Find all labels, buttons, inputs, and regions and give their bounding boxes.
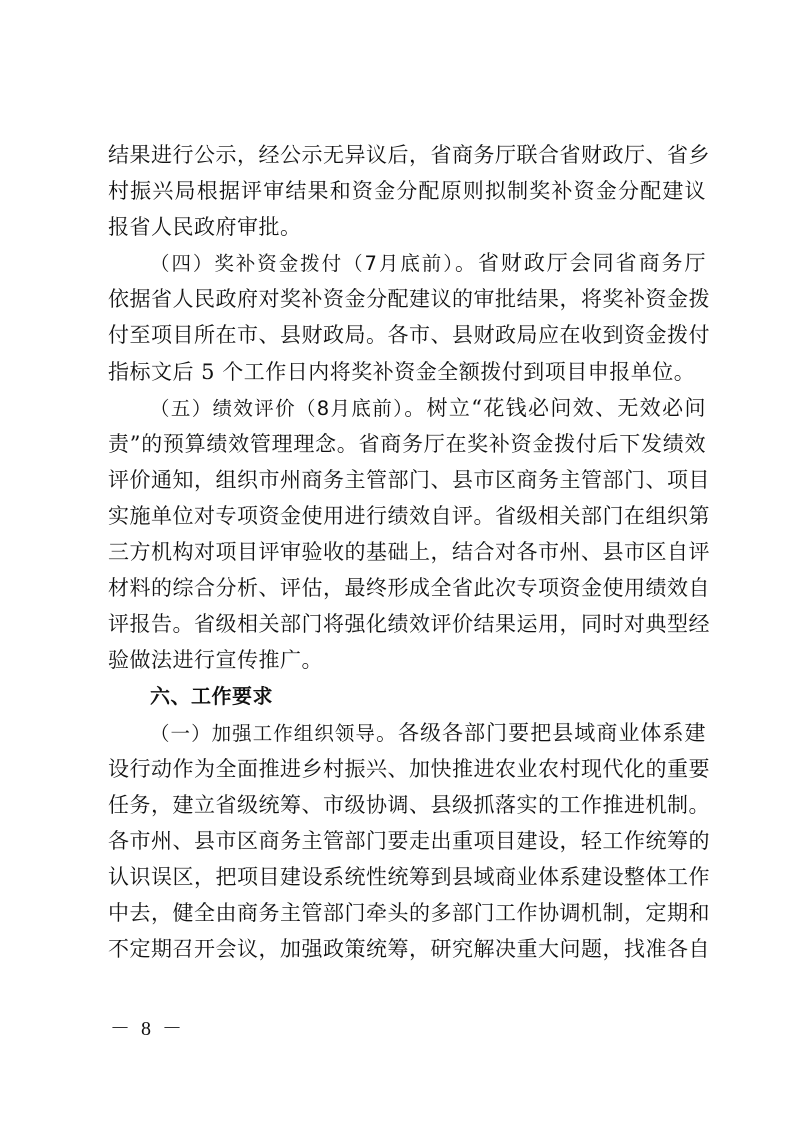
text-line: 任务，建立省级统筹、市级协调、县级抓落实的工作推进机制。 bbox=[108, 792, 710, 817]
text-line: 指标文后 5 个工作日内将奖补资金全额拨付到项目申报单位。 bbox=[108, 359, 696, 384]
text-line: 村振兴局根据评审结果和资金分配原则拟制奖补资金分配建议 bbox=[108, 179, 706, 204]
text-line: 付至项目所在市、县财政局。各市、县财政局应在收到资金拨付 bbox=[108, 323, 710, 348]
section-heading-6 bbox=[108, 678, 706, 714]
text-line: 结果进行公示，经公示无异议后，省商务厅联合省财政厅、省乡 bbox=[108, 143, 710, 167]
page-number: － 8 － bbox=[110, 1018, 185, 1040]
section-heading-4: （四）奖补资金拨付（7月底前） bbox=[150, 252, 455, 276]
document-body bbox=[108, 137, 710, 967]
text-line: 实施单位对专项资金使用进行绩效自评。省级相关部门在组织第 bbox=[108, 503, 710, 528]
text-line bbox=[108, 245, 706, 281]
paragraph-publicity bbox=[108, 137, 710, 245]
heading-text: 六、工作要求 bbox=[150, 684, 273, 709]
text-fragment: 。树立“花钱必问效、无效必问 bbox=[404, 395, 706, 420]
text-line: 不定期召开会议，加强政策统筹，研究解决重大问题，找准各自 bbox=[108, 937, 710, 962]
paragraph-organization-leadership bbox=[108, 715, 710, 968]
section-heading-5: （五）绩效评价（8月底前） bbox=[150, 396, 405, 420]
text-line: 材料的综合分析、评估，最终形成全省此次专项资金使用绩效自 bbox=[108, 576, 710, 601]
text-line: 中去，健全由商务主管部门牵头的多部门工作协调机制，定期和 bbox=[108, 900, 710, 925]
paragraph-performance-evaluation bbox=[108, 390, 710, 679]
text-line bbox=[108, 715, 706, 751]
text-line: 责”的预算绩效管理理念。省商务厅在奖补资金拨付后下发绩效 bbox=[108, 431, 706, 456]
text-fragment: 。省财政厅会同省商务厅 bbox=[454, 251, 706, 276]
text-line: 评价通知，组织市州商务主管部门、县市区商务主管部门、项目 bbox=[108, 467, 710, 492]
text-line: 三方机构对项目评审验收的基础上，结合对各市州、县市区自评 bbox=[108, 540, 710, 565]
text-line: 设行动作为全面推进乡村振兴、加快推进农业农村现代化的重要 bbox=[108, 756, 710, 781]
text-line: 报省人民政府审批。 bbox=[108, 215, 302, 240]
paragraph-funds-disbursement bbox=[108, 245, 710, 389]
text-line bbox=[108, 390, 706, 426]
text-fragment: 。各级各部门要把县域商业体系建 bbox=[375, 720, 706, 745]
text-line: 各市州、县市区商务主管部门要走出重项目建设，轻工作统筹的 bbox=[108, 828, 710, 853]
text-line: 认识误区，把项目建设系统性统筹到县域商业体系建设整体工作 bbox=[108, 864, 710, 889]
text-line: 评报告。省级相关部门将强化绩效评价结果运用，同时对典型经 bbox=[108, 612, 710, 637]
subsection-heading-6-1: （一）加强工作组织领导 bbox=[150, 721, 376, 745]
text-line: 依据省人民政府对奖补资金分配建议的审批结果，将奖补资金拨 bbox=[108, 287, 710, 312]
text-line: 验做法进行宣传推广。 bbox=[108, 648, 323, 673]
